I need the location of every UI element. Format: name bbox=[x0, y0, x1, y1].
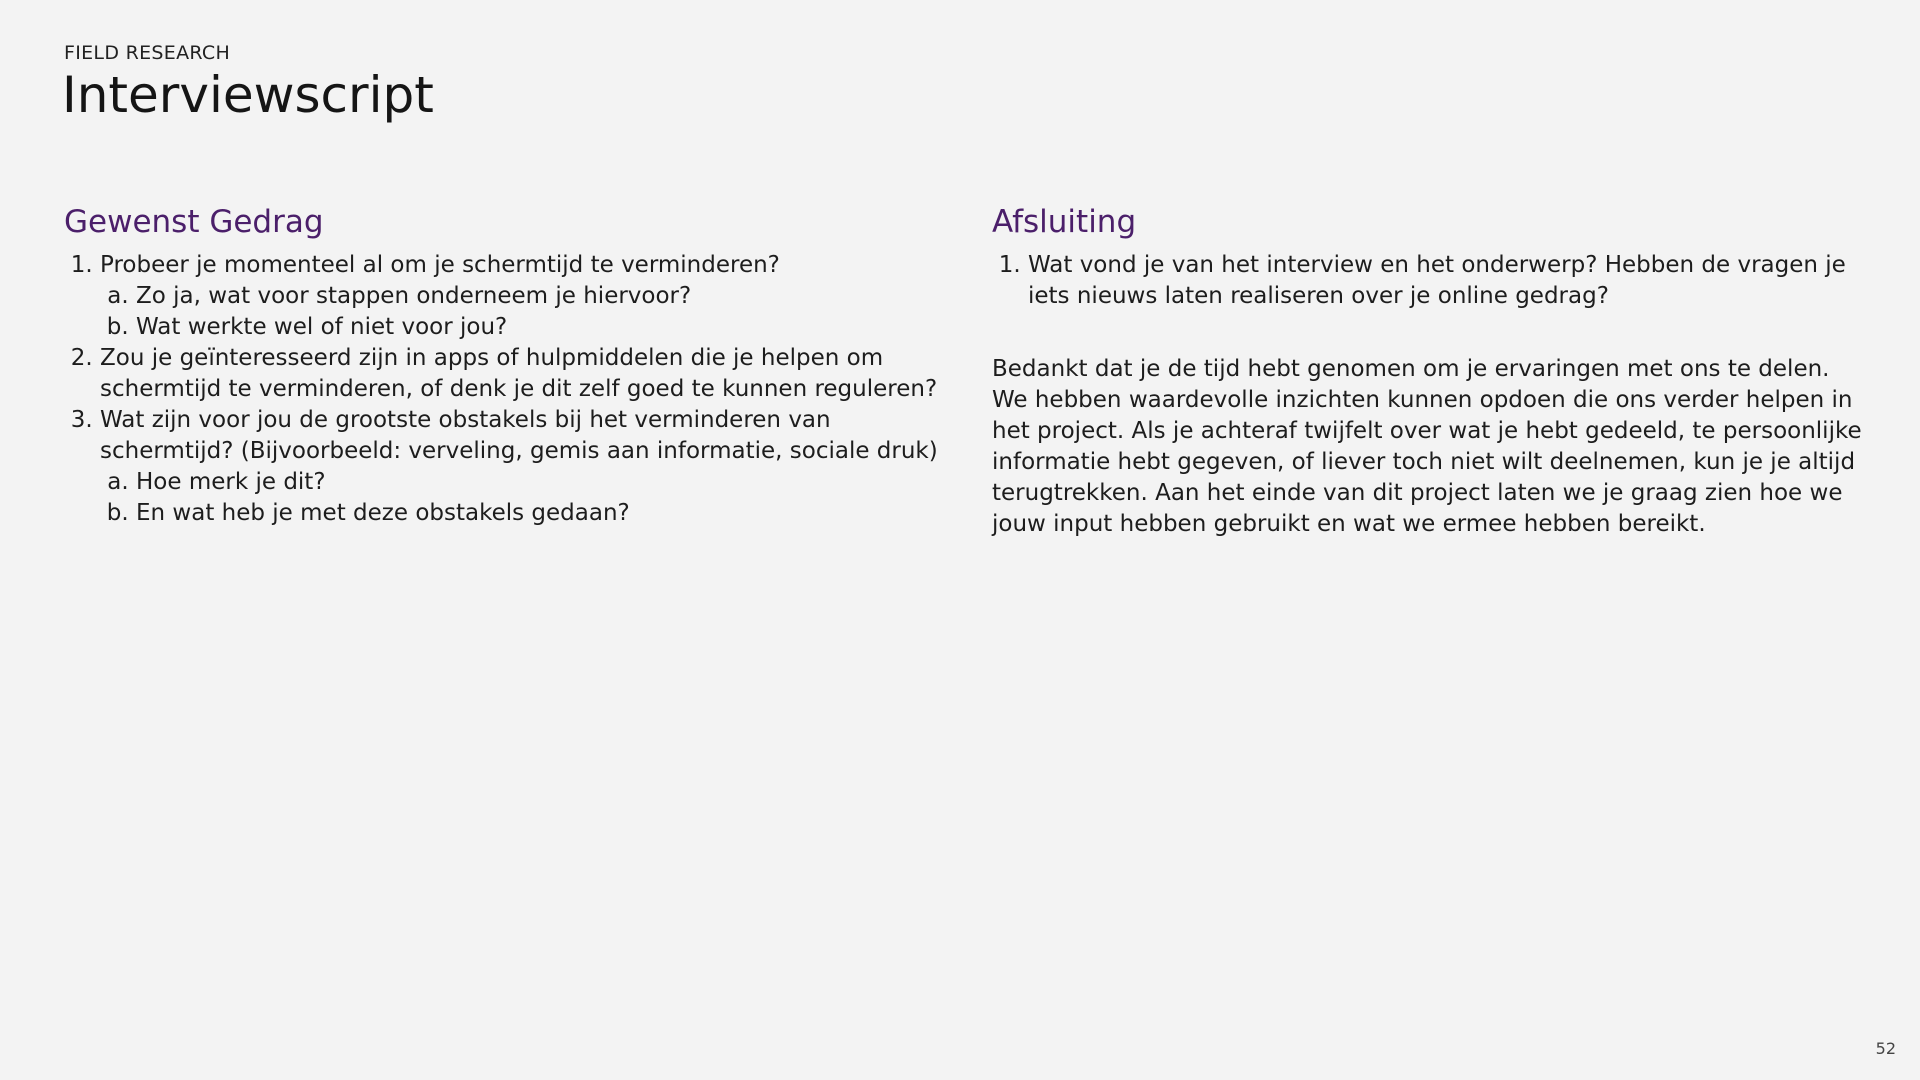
list-item: 1. Wat vond je van het interview en het onderwerp? Hebben de vragen je iets nieuws laten realiseren over je online gedrag? bbox=[1028, 250, 1862, 312]
sub-list-item: b. Wat werkte wel of niet voor jou? bbox=[136, 312, 944, 343]
question-list bbox=[64, 250, 944, 529]
list-item bbox=[100, 343, 944, 405]
closing-paragraph: Bedankt dat je de tijd hebt genomen om je ervaringen met ons te delen. We hebben waardevolle inzichten kunnen opdoen die ons verder helpen in het project. Als je achteraf twijfelt over wat je hebt gedeeld, te persoonlijke informatie hebt gegeven, of liever toch niet wilt deelnemen, kun je je altijd terugtrekken. Aan het einde van dit project laten we je graag zien hoe we jouw input hebben gebruikt en wat we ermee hebben bereikt. bbox=[992, 356, 1862, 537]
sub-list-item: a. Hoe merk je dit? bbox=[136, 467, 944, 498]
question-text: Probeer je momenteel al om je schermtijd te verminderen? bbox=[100, 252, 780, 278]
page-number: 52 bbox=[1875, 1039, 1896, 1058]
sub-question-list bbox=[100, 281, 944, 343]
left-column bbox=[64, 204, 944, 529]
page-title: Interviewscript bbox=[62, 66, 434, 124]
section-heading-gewenst-gedrag: Gewenst Gedrag bbox=[64, 204, 324, 240]
list-item bbox=[100, 250, 944, 343]
list-item bbox=[100, 405, 944, 529]
section-heading-afsluiting: Afsluiting bbox=[992, 204, 1137, 240]
sub-question-list bbox=[100, 467, 944, 529]
right-column bbox=[992, 204, 1862, 540]
section-label: FIELD RESEARCH bbox=[64, 42, 231, 64]
question-text: Zou je geïnteresseerd zijn in apps of hulpmiddelen die je helpen om schermtijd te verminderen, of denk je dit zelf goed te kunnen reguleren? bbox=[100, 345, 938, 402]
sub-list-item: a. Zo ja, wat voor stappen onderneem je hiervoor? bbox=[136, 281, 944, 312]
sub-list-item: b. En wat heb je met deze obstakels gedaan? bbox=[136, 498, 944, 529]
question-text: Wat zijn voor jou de grootste obstakels bij het verminderen van schermtijd? (Bijvoorbeeld: verveling, gemis aan informatie, sociale druk) bbox=[100, 407, 938, 464]
closing-question-list bbox=[992, 250, 1862, 312]
